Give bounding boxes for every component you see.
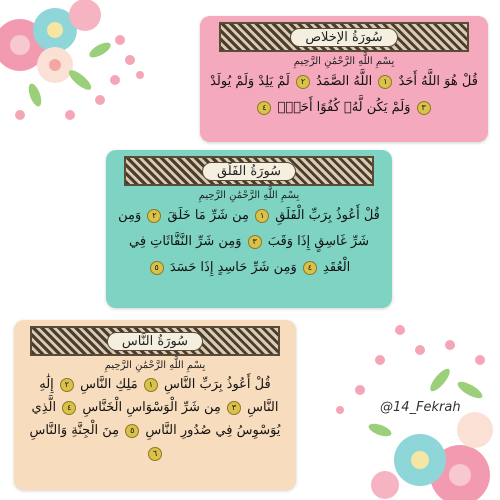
surah-title-banner <box>30 326 280 356</box>
verse-number-marker: ٢ <box>60 378 74 392</box>
verses-block <box>210 69 478 121</box>
bismillah: بِسْمِ اللَّهِ الرَّحْمَٰنِ الرَّحِيمِ <box>104 360 206 371</box>
verse-text: وَمِن شَرِّ غَاسِقٍ إِذَا وَقَبَ <box>118 208 369 249</box>
surah-falaq-card <box>106 150 392 308</box>
verse-number-marker: ٥ <box>125 424 139 438</box>
surah-title-banner <box>219 22 469 52</box>
verse-text: وَلَمْ يَكُن لَّهُۥ كُفُوًا أَحَدٌۢ <box>277 100 411 115</box>
bismillah: بِسْمِ اللَّهِ الرَّحْمَٰنِ الرَّحِيمِ <box>293 56 395 67</box>
flower-decoration-top-left <box>0 0 170 150</box>
verse-number-marker: ٤ <box>257 101 271 115</box>
verse-text: مَلِكِ النَّاسِ <box>80 377 138 392</box>
verse-text: لَمْ يَلِدْ وَلَمْ يُولَدْ <box>210 74 290 89</box>
verse-text: قُلْ هُوَ اللَّهُ أَحَدٌ <box>398 74 478 89</box>
verse-text: مِن شَرِّ مَا خَلَقَ <box>167 208 249 223</box>
verse-text: وَمِن شَرِّ حَاسِدٍ إِذَا حَسَدَ <box>169 260 297 275</box>
verse-number-marker: ٣ <box>417 101 431 115</box>
verse-text: الَّذِي يُوَسْوِسُ فِي صُدُورِ النَّاسِ <box>31 400 281 438</box>
surah-title-banner <box>124 156 374 186</box>
verse-text: مِن شَرِّ الْوَسْوَاسِ الْخَنَّاسِ <box>82 400 221 415</box>
verse-number-marker: ٢ <box>296 75 310 89</box>
verse-number-marker: ١ <box>144 378 158 392</box>
verse-text: اللَّهُ الصَّمَدُ <box>316 74 373 89</box>
surah-title: سُورَةُ الإخلاص <box>290 28 397 47</box>
verse-text: وَمِن شَرِّ النَّفَّاثَاتِ فِي الْعُقَدِ <box>128 234 351 275</box>
verse-number-marker: ٤ <box>303 261 317 275</box>
surah-title: سُورَةُ الفَلَق <box>202 162 296 181</box>
verse-number-marker: ٤ <box>62 401 76 415</box>
verse-number-marker: ٣ <box>227 401 241 415</box>
verse-text: قُلْ أَعُوذُ بِرَبِّ الْفَلَقِ <box>275 208 380 223</box>
verse-number-marker: ١ <box>378 75 392 89</box>
surah-title: سُورَةُ النَّاس <box>107 332 203 351</box>
verse-text: إِلَٰهِ النَّاسِ <box>39 377 279 415</box>
verses-block <box>24 373 286 465</box>
verse-number-marker: ٥ <box>150 261 164 275</box>
surah-ikhlas-card <box>200 16 488 142</box>
verse-number-marker: ٢ <box>147 209 161 223</box>
verse-text: قُلْ أَعُوذُ بِرَبِّ النَّاسِ <box>164 377 271 392</box>
verse-number-marker: ١ <box>255 209 269 223</box>
verse-number-marker: ٦ <box>148 447 162 461</box>
verse-number-marker: ٣ <box>248 235 262 249</box>
verse-text: مِنَ الْجِنَّةِ وَالنَّاسِ <box>29 423 120 438</box>
bismillah: بِسْمِ اللَّهِ الرَّحْمَٰنِ الرَّحِيمِ <box>198 190 300 201</box>
verses-block <box>116 203 382 281</box>
surah-nas-card <box>14 320 296 490</box>
author-handle: @14_Fekrah <box>380 400 461 415</box>
